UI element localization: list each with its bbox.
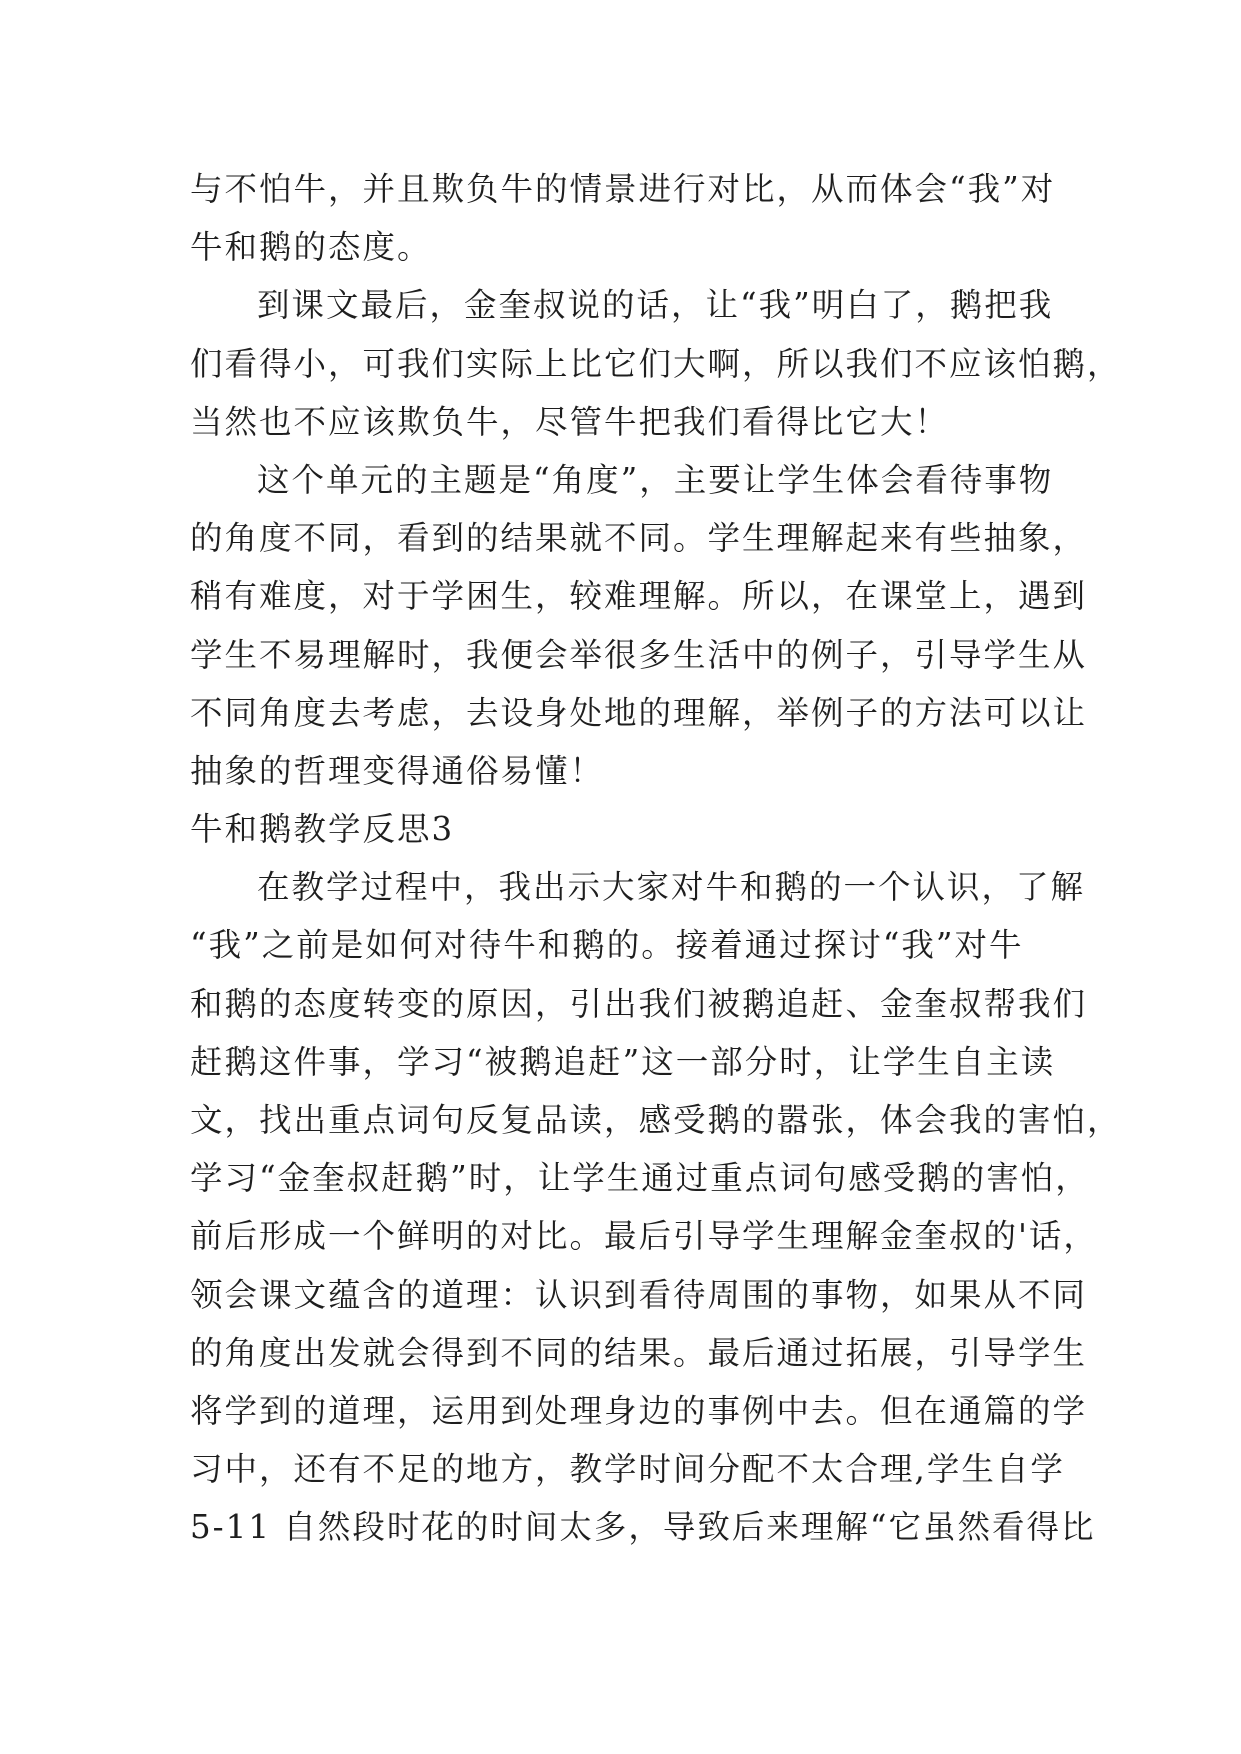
text-line: 文，找出重点词句反复品读，感受鹅的嚣张，体会我的害怕， bbox=[190, 1101, 1122, 1139]
section-heading: 牛和鹅教学反思3 bbox=[190, 810, 455, 849]
text-line: 前后形成一个鲜明的对比。最后引导学生理解金奎叔的'话， bbox=[190, 1217, 1098, 1256]
text-line: 学习“金奎叔赶鹅”时，让学生通过重点词句感受鹅的害怕， bbox=[190, 1159, 1090, 1198]
text-line: 学生不易理解时，我便会举很多生活中的例子，引导学生从 bbox=[190, 635, 1088, 674]
text-line: 习中，还有不足的地方，教学时间分配不太合理,学生自学 bbox=[190, 1450, 1065, 1489]
text-line: 稍有难度，对于学困生，较难理解。所以，在课堂上，遇到 bbox=[190, 577, 1088, 616]
text-line: 的角度出发就会得到不同的结果。最后通过拓展，引导学生 bbox=[190, 1333, 1088, 1372]
text-line: 不同角度去考虑，去设身处地的理解，举例子的方法可以让 bbox=[190, 693, 1088, 732]
text-line: 将学到的道理，运用到处理身边的事例中去。但在通篇的学 bbox=[190, 1391, 1088, 1430]
text-line: 和鹅的态度转变的原因，引出我们被鹅追赶、金奎叔帮我们 bbox=[190, 984, 1088, 1023]
text-line: 到课文最后，金奎叔说的话，让“我”明白了，鹅把我 bbox=[257, 286, 1054, 325]
text-line: 在教学过程中，我出示大家对牛和鹅的一个认识，了解 bbox=[257, 868, 1086, 907]
text-line: 这个单元的主题是“角度”，主要让学生体会看待事物 bbox=[257, 460, 1054, 499]
text-line: 与不怕牛，并且欺负牛的情景进行对比，从而体会“我”对 bbox=[190, 170, 1056, 208]
text-line: 们看得小，可我们实际上比它们大啊，所以我们不应该怕鹅， bbox=[190, 344, 1122, 383]
text-line: “我”之前是如何对待牛和鹅的。接着通过探讨“我”对牛 bbox=[190, 926, 1024, 965]
text-line: 5-11 自然段时花的时间太多，导致后来理解“它虽然看得比 bbox=[190, 1508, 1096, 1547]
text-line: 领会课文蕴含的道理：认识到看待周围的事物，如果从不同 bbox=[190, 1275, 1088, 1314]
text-line: 当然也不应该欺负牛，尽管牛把我们看得比它大！ bbox=[190, 402, 950, 441]
text-line: 抽象的哲理变得通俗易懂！ bbox=[190, 751, 605, 790]
document-body bbox=[190, 160, 1122, 1557]
text-line: 牛和鹅的态度。 bbox=[190, 228, 432, 267]
text-line: 的角度不同，看到的结果就不同。学生理解起来有些抽象， bbox=[190, 519, 1088, 558]
text-line: 赶鹅这件事，学习“被鹅追赶”这一部分时，让学生自主读 bbox=[190, 1042, 1056, 1081]
